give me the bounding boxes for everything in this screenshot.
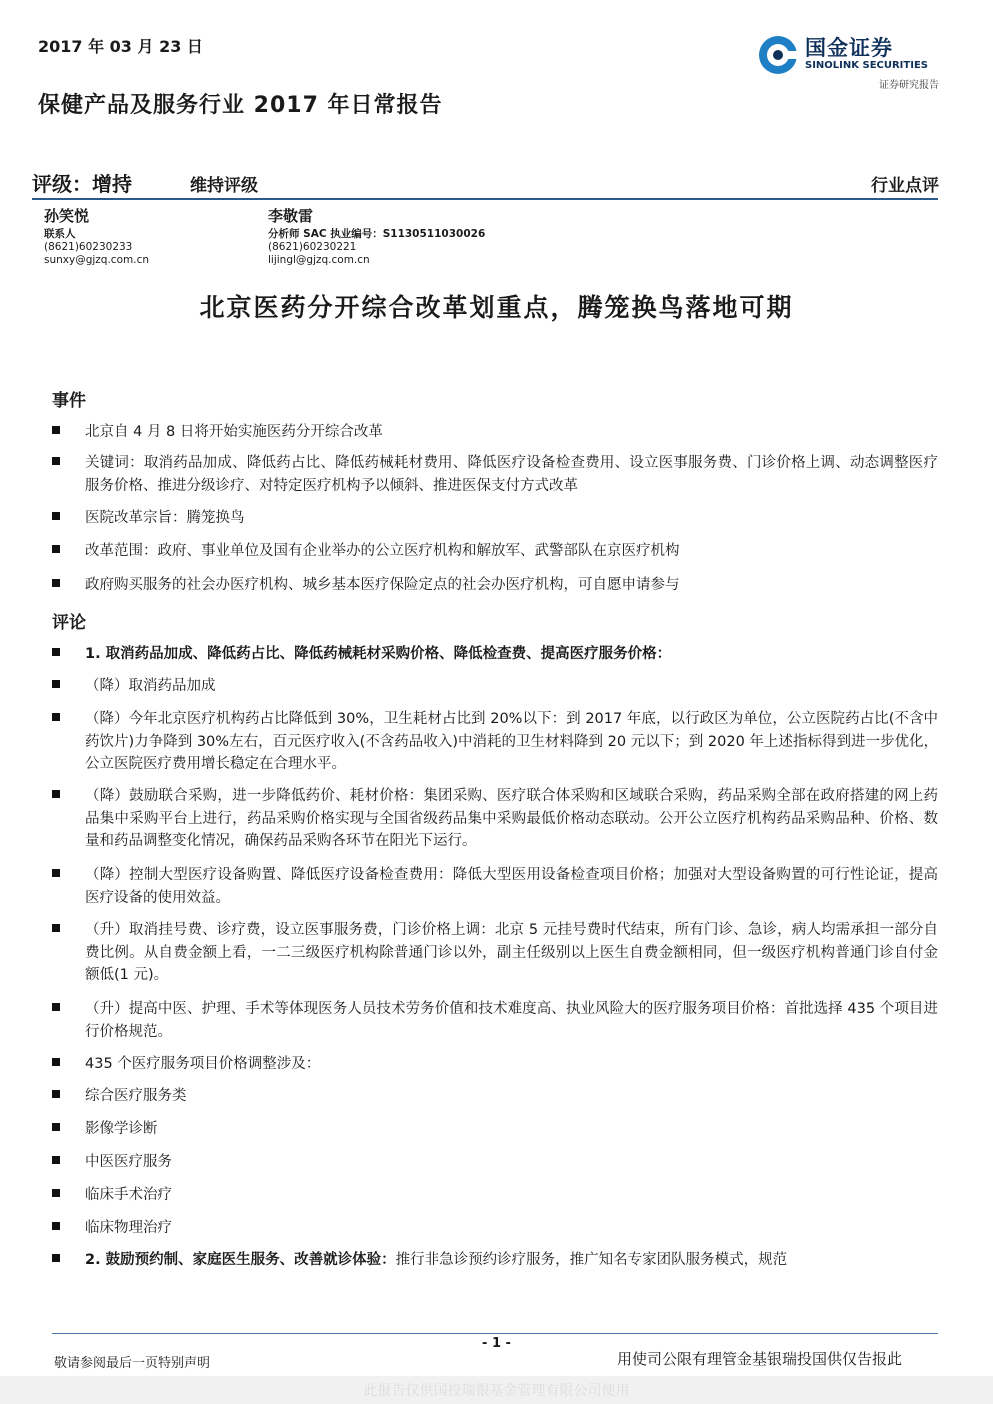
analyst-title: 分析师 SAC 执业编号：S1130511030026	[268, 228, 486, 240]
report-headline: 北京医药分开综合改革划重点，腾笼换鸟落地可期	[199, 293, 794, 322]
analyst-email[interactable]: lijingl@gjzq.com.cn	[268, 254, 370, 266]
bullet-square-icon	[52, 579, 60, 587]
page-number: - 1 -	[482, 1336, 511, 1351]
report-date: 2017 年 03 月 23 日	[38, 37, 203, 56]
bullet-square-icon	[52, 648, 60, 656]
list-item: 医院改革宗旨：腾笼换鸟	[52, 507, 938, 530]
logo-subtitle: 证券研究报告	[879, 80, 939, 91]
header-divider	[32, 198, 938, 200]
bullet-square-icon	[52, 1090, 60, 1098]
bullet-square-icon	[52, 426, 60, 434]
comment-point-2-heading: 2. 鼓励预约制、家庭医生服务、改善就诊体验：	[85, 1252, 396, 1268]
list-item: （降）取消药品加成	[52, 675, 938, 698]
footer-mirrored-text: 用使司公限有理管金基银瑞投国供仅告报此	[617, 1350, 903, 1368]
analyst-title: 联系人	[44, 228, 76, 240]
rating-action: 维持评级	[190, 176, 258, 196]
list-item: 北京自 4 月 8 日将开始实施医药分开综合改革	[52, 421, 938, 444]
list-item: 临床物理治疗	[52, 1217, 938, 1240]
list-item: 影像学诊断	[52, 1118, 938, 1141]
analyst-email[interactable]: sunxy@gjzq.com.cn	[44, 254, 149, 266]
bullet-square-icon	[52, 869, 60, 877]
bullet-square-icon	[52, 545, 60, 553]
bullet-square-icon	[52, 1254, 60, 1262]
footer-disclaimer: 敬请参阅最后一页特别声明	[54, 1356, 211, 1371]
list-item	[52, 643, 938, 666]
list-item: （降）今年北京医疗机构药占比降低到 30%，卫生耗材占比到 20%以下：到 2017 年底，以行政区为单位，公立医院药占比(不含中药饮片)力争降到 30%左右，百元医疗收入(不含药品收入)中消耗的卫生材料降到 20 元以下；到 2020 年上述指标得到进一步优化，公立医院医疗费用增长稳定在合理水平。	[52, 708, 938, 776]
list-item: 临床手术治疗	[52, 1184, 938, 1207]
list-item: 中医医疗服务	[52, 1151, 938, 1174]
list-item: 政府购买服务的社会办医疗机构、城乡基本医疗保险定点的社会办医疗机构，可自愿申请参与	[52, 574, 938, 597]
section-heading-comments: 评论	[52, 613, 86, 633]
comment-point-2-text: 推行非急诊预约诊疗服务，推广知名专家团队服务模式，规范	[395, 1252, 788, 1268]
bullet-square-icon	[52, 1222, 60, 1230]
analyst-name: 李敬雷	[268, 207, 314, 225]
report-series-title: 保健产品及服务行业 2017 年日常报告	[38, 93, 443, 118]
bullet-square-icon	[52, 1123, 60, 1131]
analyst-card-1	[44, 207, 149, 267]
logo-name-cn: 国金证券	[805, 36, 893, 60]
bullet-square-icon	[52, 457, 60, 465]
list-item: 关键词：取消药品加成、降低药占比、降低药械耗材费用、降低医疗设备检查费用、设立医事服务费、门诊价格上调、动态调整医疗服务价格、推进分级诊疗、对特定医疗机构予以倾斜、推进医保支付方式改革	[52, 452, 938, 497]
bullet-square-icon	[52, 512, 60, 520]
bullet-square-icon	[52, 1003, 60, 1011]
bullet-square-icon	[52, 680, 60, 688]
list-item: （升）取消挂号费、诊疗费，设立医事服务费，门诊价格上调：北京 5 元挂号费时代结束，所有门诊、急诊，病人均需承担一部分自费比例。从自费金额上看，一二三级医疗机构除普通门诊以外，副主任级别以上医生自费金额相同，但一级医疗机构普通门诊自付金额低(1 元)。	[52, 919, 938, 987]
comment-point-1-heading: 1. 取消药品加成、降低药占比、降低药械耗材采购价格、降低检查费、提高医疗服务价格：	[85, 646, 672, 662]
logo-name-en: SINOLINK SECURITIES	[805, 60, 928, 71]
section-heading-events: 事件	[52, 391, 86, 411]
footer-watermark: 此报告仅供国投瑞银基金管理有限公司使用	[363, 1383, 630, 1399]
list-item: （降）控制大型医疗设备购置、降低医疗设备检查费用：降低大型医用设备检查项目价格；加强对大型设备购置的可行性论证，提高医疗设备的使用效益。	[52, 864, 938, 909]
analyst-phone: (8621)60230221	[268, 241, 357, 253]
bullet-square-icon	[52, 790, 60, 798]
report-category: 行业点评	[871, 176, 939, 196]
footer-divider	[52, 1333, 938, 1334]
list-item: （降）鼓励联合采购，进一步降低药价、耗材价格：集团采购、医疗联合体采购和区域联合采购，药品采购全部在政府搭建的网上药品集中采购平台上进行，药品采购价格实现与全国省级药品集中采购最低价格动态联动。公开公立医疗机构药品采购品种、价格、数量和药品调整变化情况，确保药品采购各环节在阳光下运行。	[52, 785, 938, 853]
list-item: 综合医疗服务类	[52, 1085, 938, 1108]
analyst-card-2	[268, 207, 486, 267]
analyst-name: 孙笑悦	[44, 207, 90, 225]
sinolink-logo	[757, 30, 947, 92]
bullet-square-icon	[52, 1189, 60, 1197]
bullet-square-icon	[52, 924, 60, 932]
list-item	[52, 1249, 938, 1272]
list-item: 改革范围：政府、事业单位及国有企业举办的公立医疗机构和解放军、武警部队在京医疗机构	[52, 540, 938, 563]
bullet-square-icon	[52, 1156, 60, 1164]
list-item: 435 个医疗服务项目价格调整涉及：	[52, 1053, 938, 1076]
analyst-phone: (8621)60230233	[44, 241, 133, 253]
rating-label: 评级：增持	[32, 172, 132, 196]
bullet-square-icon	[52, 713, 60, 721]
bullet-square-icon	[52, 1058, 60, 1066]
sinolink-logo-icon	[757, 34, 799, 76]
list-item: （升）提高中医、护理、手术等体现医务人员技术劳务价值和技术难度高、执业风险大的医疗服务项目价格：首批选择 435 个项目进行价格规范。	[52, 998, 938, 1043]
